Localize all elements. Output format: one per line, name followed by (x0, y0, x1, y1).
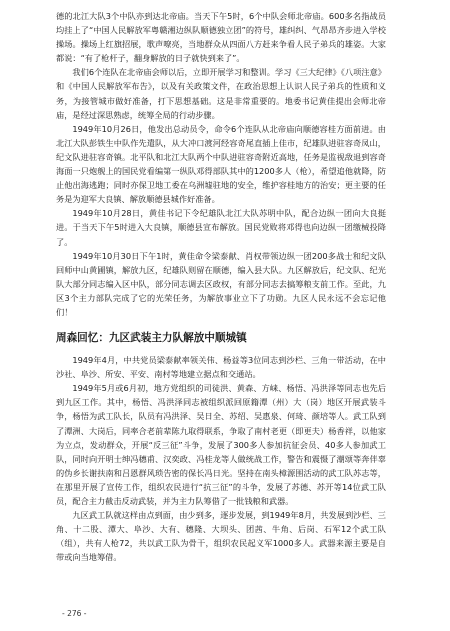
paragraph: 我们6个连队在北帝庙会师以后，立即开展学习和整训。学习《三大纪律》《八项注意》和《中国人民解放军布告》，以及有关政策文件，在政治思想上认识人民子弟兵的性质和义务，为接管城市做好准备，打下思想基础。这是非常重要的。地委书记黄佳提出会师北帝庙，是经过深思熟虑，统筹全局的行动步骤。 (56, 67, 386, 120)
paragraph: 1949年5月或6月初，地方党组织的司徒洪、黄森、方崃、杨悟、冯洪泽等同志也先后到九区工作。其中，杨悟、冯洪泽同志被组织派回原籍潭（州）大（岗）地区开展武装斗争，杨悟为武工队长，队员有冯洪泽、吴日全、苏绍、吴惠泉、何琦、颜培等人。武工队到了潭洲、大岗后，同率合老前辈陈九取得联系，争取了南村老更（即更夫）杨香祥，以他家为立点，发动群众，开展“反三征”斗争，发展了300多人参加抗征会员、40多人参加武工队，同时向开明士绅冯穗甫、汉奕政、冯桂龙等人做统战工作，警告和震慑了潮颂等奔伴辜的伪乡长谢扶南和吕恩群风琐告密的保长冯日光。坚持在南头樟源围活动的武工队苏志等，在那里开展了宣传工作，组织农民进行“抗三征”的斗争，发展了苏德、苏开等14位武工队员，配合主力截击反动武装，并为主力队筹借了一批钱粮和武器。 (56, 383, 386, 506)
paragraph: 1949年4月，中共党员梁泰献率领关伟、杨益等3位同志到沙栏、三角一带活动，在中沙社、阜沙、所安、平安、南村等地建立据点和交通站。 (56, 355, 386, 380)
page-number: - 276 - (62, 609, 87, 618)
body-text-top (56, 9, 386, 319)
paragraph: 1949年10月30日下午1时，黄佳命令梁泰献、肖权带领边纵一团200多战士和纪文队回师中山黄圃镇，解放九区，纪雄队则留在顺德，编入县大队。九区解放后，纪文队、纪光队大部分同志编入区中队，部分同志调去区政权，有部分同志去搞筹粮支前工作。至此，九区3个主力部队完成了它的光荣任务，为解放事业立下了功勋。九区人民永远不会忘记他们！ (56, 250, 386, 317)
paragraph: 九区武工队就这样由点到面，由少到多，逐步发展，到1949年8月，共发展到沙栏、三角、十二股、潭大、阜沙、大有、穗隆、大坝头、团茜、牛角、后岗、石军12个武工队（组），共有人枪72，共以武工队为骨干，组织农民起义军1000多人。武器来源主要是自带或向当地筹借。 (56, 510, 386, 563)
paragraph: 德的北江大队3个中队亦到达北帝庙。当天下午5时，6个中队会师北帝庙。600多名指战员均挂上了“中国人民解放军粤赣湘边纵队顺德独立团”的符号，雄纠纠、气昂昂齐步进入学校操场。操场上红旗招展，歌声嘹亮，当地群众从四面八方赶来争看人民子弟兵的雄姿。大家都说：“有了枪杆子，翻身解放的日子就快到来了”。 (56, 11, 386, 64)
paragraph: 1949年10月26日，他发出总动员令，命令6个连队从北帝庙向顺德容桂方面前进。由北江大队彭铁生中队作先遣队，从大冲口渡河经容奇尾直插上佳市，纪雄队进驻容奇凤山，纪文队进驻容奇镇。北平队和北江大队两个中队进驻容奇附近高地，任务是监视敌退到容奇海面一只炮舰上的国民党看编第一纵队邓得部队其中的1200多人（枪），希望追他就降，防止他出海逃跑；同时亦保卫地工委在乌洲墟驻地的安全，维护容桂地方的治安；更主要的任务是为迎军大良镇、解放顺德县城作好准备。 (56, 123, 386, 205)
section-title: 周森回忆：九区武装主力队解放中顺城镇 (56, 332, 247, 345)
paragraph: 1949年10月28日，黄佳书记下令纪雄队北江大队苏明中队，配合边纵一团向大良挺进。于当天下午5时进入大良镇，顺德县宣布解放。国民党败将邓得也向边纵一团缴械投降了。 (56, 208, 386, 247)
body-text-bottom (56, 353, 386, 564)
